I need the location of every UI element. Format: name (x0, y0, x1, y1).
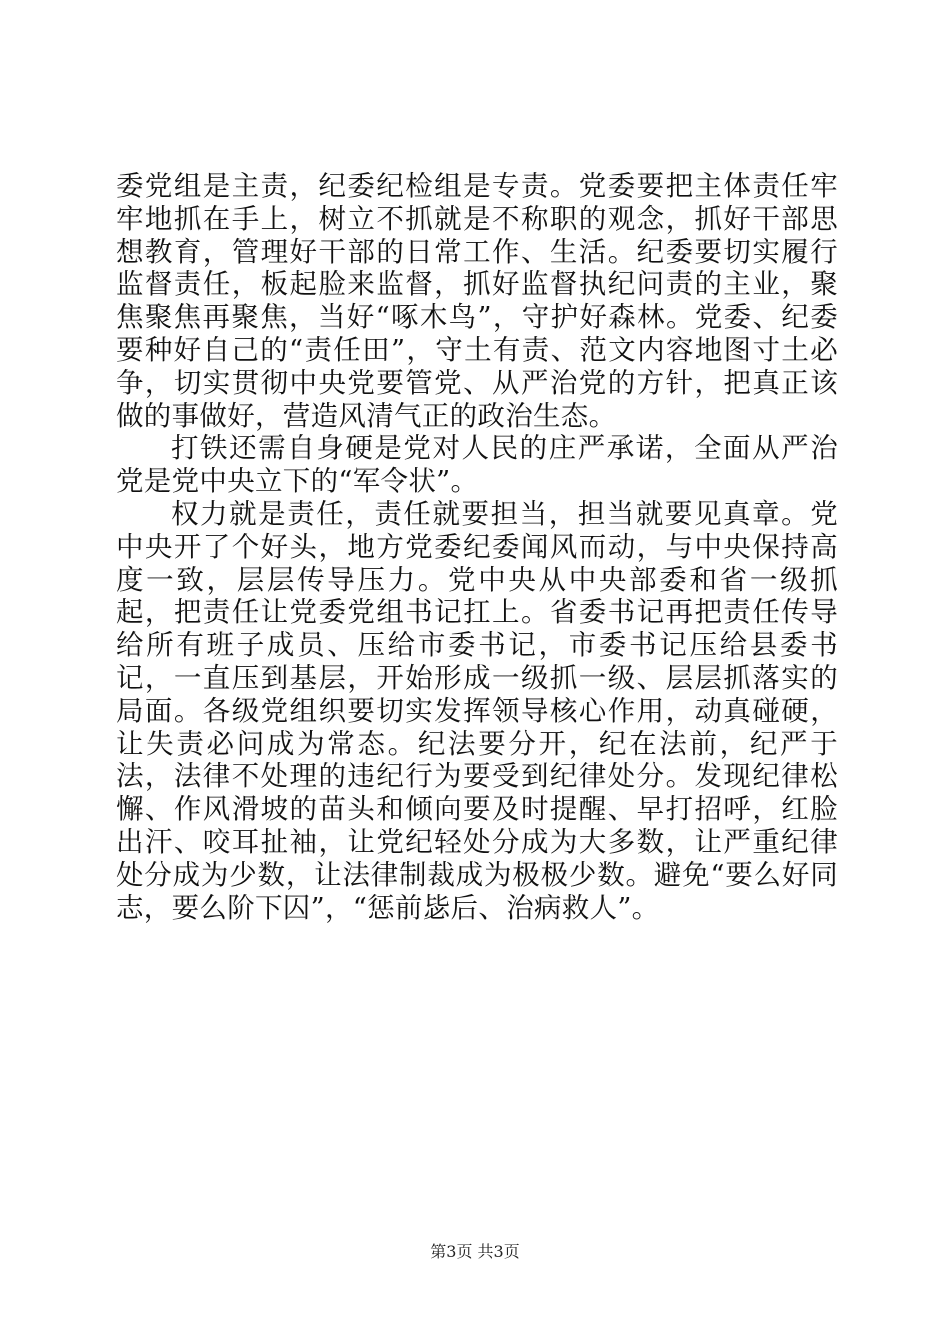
paragraph-3: 权力就是责任，责任就要担当，担当就要见真章。党中央开了个好头，地方党委纪委闻风而动，与中央保持高度一致，层层传导压力。党中央从中央部委和省一级抓起，把责任让党委党组书记扛上。省委书记再把责任传导给所有班子成员、压给市委书记，市委书记压给县委书记，一直压到基层，开始形成一级抓一级、层层抓落实的局面。各级党组织要切实发挥领导核心作用，动真碰硬，让失责必问成为常态。纪法要分开，纪在法前，纪严于法，法律不处理的违纪行为要受到纪律处分。发现纪律松懈、作风滑坡的苗头和倾向要及时提醒、早打招呼，红脸出汗、咬耳扯袖，让党纪轻处分成为大多数，让严重纪律处分成为少数，让法律制裁成为极极少数。避免“要么好同志，要么阶下囚”，“惩前毖后、治病救人”。 (116, 497, 838, 924)
paragraph-2: 打铁还需自身硬是党对人民的庄严承诺，全面从严治党是党中央立下的“军令状”。 (116, 432, 838, 498)
document-body (116, 170, 838, 924)
page-number-footer: 第3页 共3页 (430, 1242, 520, 1261)
paragraph-1: 委党组是主责，纪委纪检组是专责。党委要把主体责任牢牢地抓在手上，树立不抓就是不称职的观念，抓好干部思想教育，管理好干部的日常工作、生活。纪委要切实履行监督责任，板起脸来监督，抓好监督执纪问责的主业，聚焦聚焦再聚焦，当好“啄木鸟”，守护好森林。党委、纪委要种好自己的“责任田”，守土有责、范文内容地图寸土必争，切实贯彻中央党要管党、从严治党的方针，把真正该做的事做好，营造风清气正的政治生态。 (116, 170, 838, 432)
